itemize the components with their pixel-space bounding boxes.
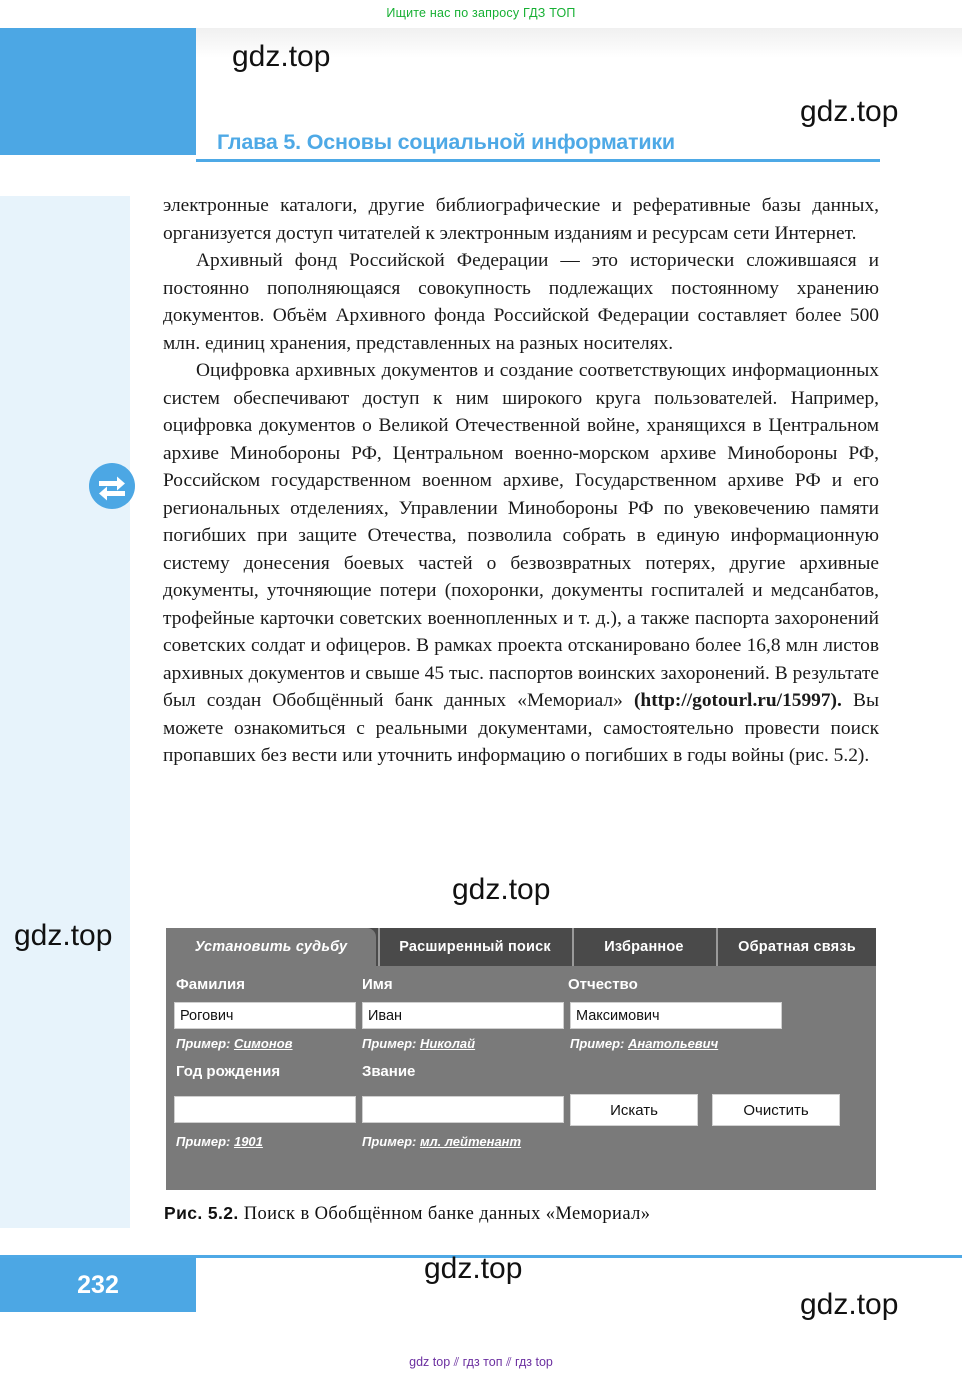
hint-surname-prefix: Пример: [176, 1036, 234, 1051]
paragraph-1: электронные каталоги, другие библиографические и реферативные базы данных, организуется доступ читателей к электронным изданиям и ресурсам сети Интернет. [163, 195, 879, 244]
watermark-1: gdz.top [232, 40, 331, 73]
input-patronymic[interactable]: Максимович [570, 1002, 782, 1029]
paragraph-3 [163, 357, 879, 770]
margin-panel [0, 196, 130, 1228]
watermark-5: gdz.top [424, 1252, 523, 1285]
input-birth-year[interactable] [174, 1096, 356, 1123]
watermark-2: gdz.top [800, 95, 899, 128]
hint-rank [362, 1134, 521, 1149]
hint-name-value: Николай [419, 1036, 476, 1051]
label-rank: Звание [362, 1063, 416, 1080]
figure-caption-number: Рис. 5.2. [164, 1203, 239, 1223]
input-rank[interactable] [362, 1096, 564, 1123]
tab-rasshirennyy-poisk[interactable]: Расширенный поиск [378, 928, 570, 966]
header-blue-block [0, 28, 196, 155]
hint-birth-year-value: 1901 [233, 1134, 263, 1149]
hint-surname [176, 1036, 293, 1051]
figure-caption-text: Поиск в Обобщённом банке данных «Мемориал» [238, 1204, 651, 1224]
tab-ustanovit-sudbu[interactable]: Установить судьбу [166, 928, 376, 966]
exchange-arrows-icon [88, 462, 136, 510]
hint-patronymic [570, 1036, 718, 1051]
chapter-title: Глава 5. Основы социальной информатики [217, 130, 675, 154]
figure-tabbar [166, 928, 876, 966]
chapter-heading [196, 130, 880, 162]
label-name: Имя [362, 976, 393, 993]
page-number: 232 [0, 1258, 196, 1312]
hint-birth-year-prefix: Пример: [176, 1134, 234, 1149]
promo-banner: Ищите нас по запросу ГДЗ ТОП [386, 6, 576, 20]
label-birth-year: Год рождения [176, 1063, 281, 1080]
clear-button[interactable]: Очистить [712, 1094, 840, 1126]
input-surname[interactable]: Рогович [174, 1002, 356, 1029]
watermark-3: gdz.top [14, 919, 113, 952]
hint-rank-prefix: Пример: [362, 1134, 420, 1149]
paragraph-3-part-a: Оцифровка архивных документов и создание соответствующих информационных систем обеспечивают доступ к ним широкого круга пользователей. Например, оцифровка документов о Великой Отечественной войне, хранящихся в Центральном архиве Минобороны РФ, Центральном военно-морском архиве Минобороны РФ, Российском государственном военном архиве, Государственном архиве РФ и его региональных отделениях, Управлении Минобороны РФ по увековечению памяти погибших при защите Отечества, позволила собрать в единую информационную систему донесения боевых частей о безвозвратных потерях, другие архивные документы, уточняющие потери (похоронки, документы госпиталей и медсанбатов, трофейные карточки советских военнопленных и т. д.), а также паспорта захоронений советских солдат и офицеров. В рамках проекта отсканировано более 16,8 млн листов архивных документов и свыше 45 тыс. паспортов воинских захоронений. В результате был создан Обобщённый банк данных «Мемориал» [163, 360, 879, 711]
chapter-rule [196, 159, 880, 162]
paragraph-3-part-b: Вы можете ознакомиться с реальными документами, самостоятельно провести поиск пропавших без вести или уточнить информацию о погибших в годы войны (рис. 5.2). [163, 690, 880, 766]
watermark-4: gdz.top [452, 873, 551, 906]
hint-patronymic-prefix: Пример: [570, 1036, 628, 1051]
figure-form-area [166, 966, 876, 1190]
hint-rank-value: мл. лейтенант [419, 1134, 522, 1149]
label-surname: Фамилия [176, 976, 245, 993]
footer-links[interactable]: gdz top ⫽ гдз топ ⫽ гдз top [409, 1355, 553, 1369]
hint-patronymic-value: Анатольевич [627, 1036, 719, 1051]
hint-surname-value: Симонов [233, 1036, 293, 1051]
paragraph-2: Архивный фонд Российской Федерации — это исторически сложившаяся и постоянно пополняющаяся совокупность подлежащих постоянному хранению документов. Объём Архивного фонда Российской Федерации составляет более 500 млн. единиц хранения, представленных на разных носителях. [163, 250, 879, 354]
label-patronymic: Отчество [568, 976, 638, 993]
figure-caption [164, 1203, 650, 1225]
body-text-column [163, 192, 879, 770]
search-button[interactable]: Искать [570, 1094, 698, 1126]
memorial-link[interactable]: (http://gotourl.ru/15997). [633, 690, 842, 711]
hint-birth-year [176, 1134, 263, 1149]
watermark-6: gdz.top [800, 1288, 899, 1321]
figure-memorial-search-form [166, 928, 876, 1190]
hint-name [362, 1036, 475, 1051]
input-name[interactable]: Иван [362, 1002, 564, 1029]
hint-name-prefix: Пример: [362, 1036, 420, 1051]
tab-obratnaya-svyaz[interactable]: Обратная связь [716, 928, 876, 966]
tab-izbrannoe[interactable]: Избранное [572, 928, 714, 966]
